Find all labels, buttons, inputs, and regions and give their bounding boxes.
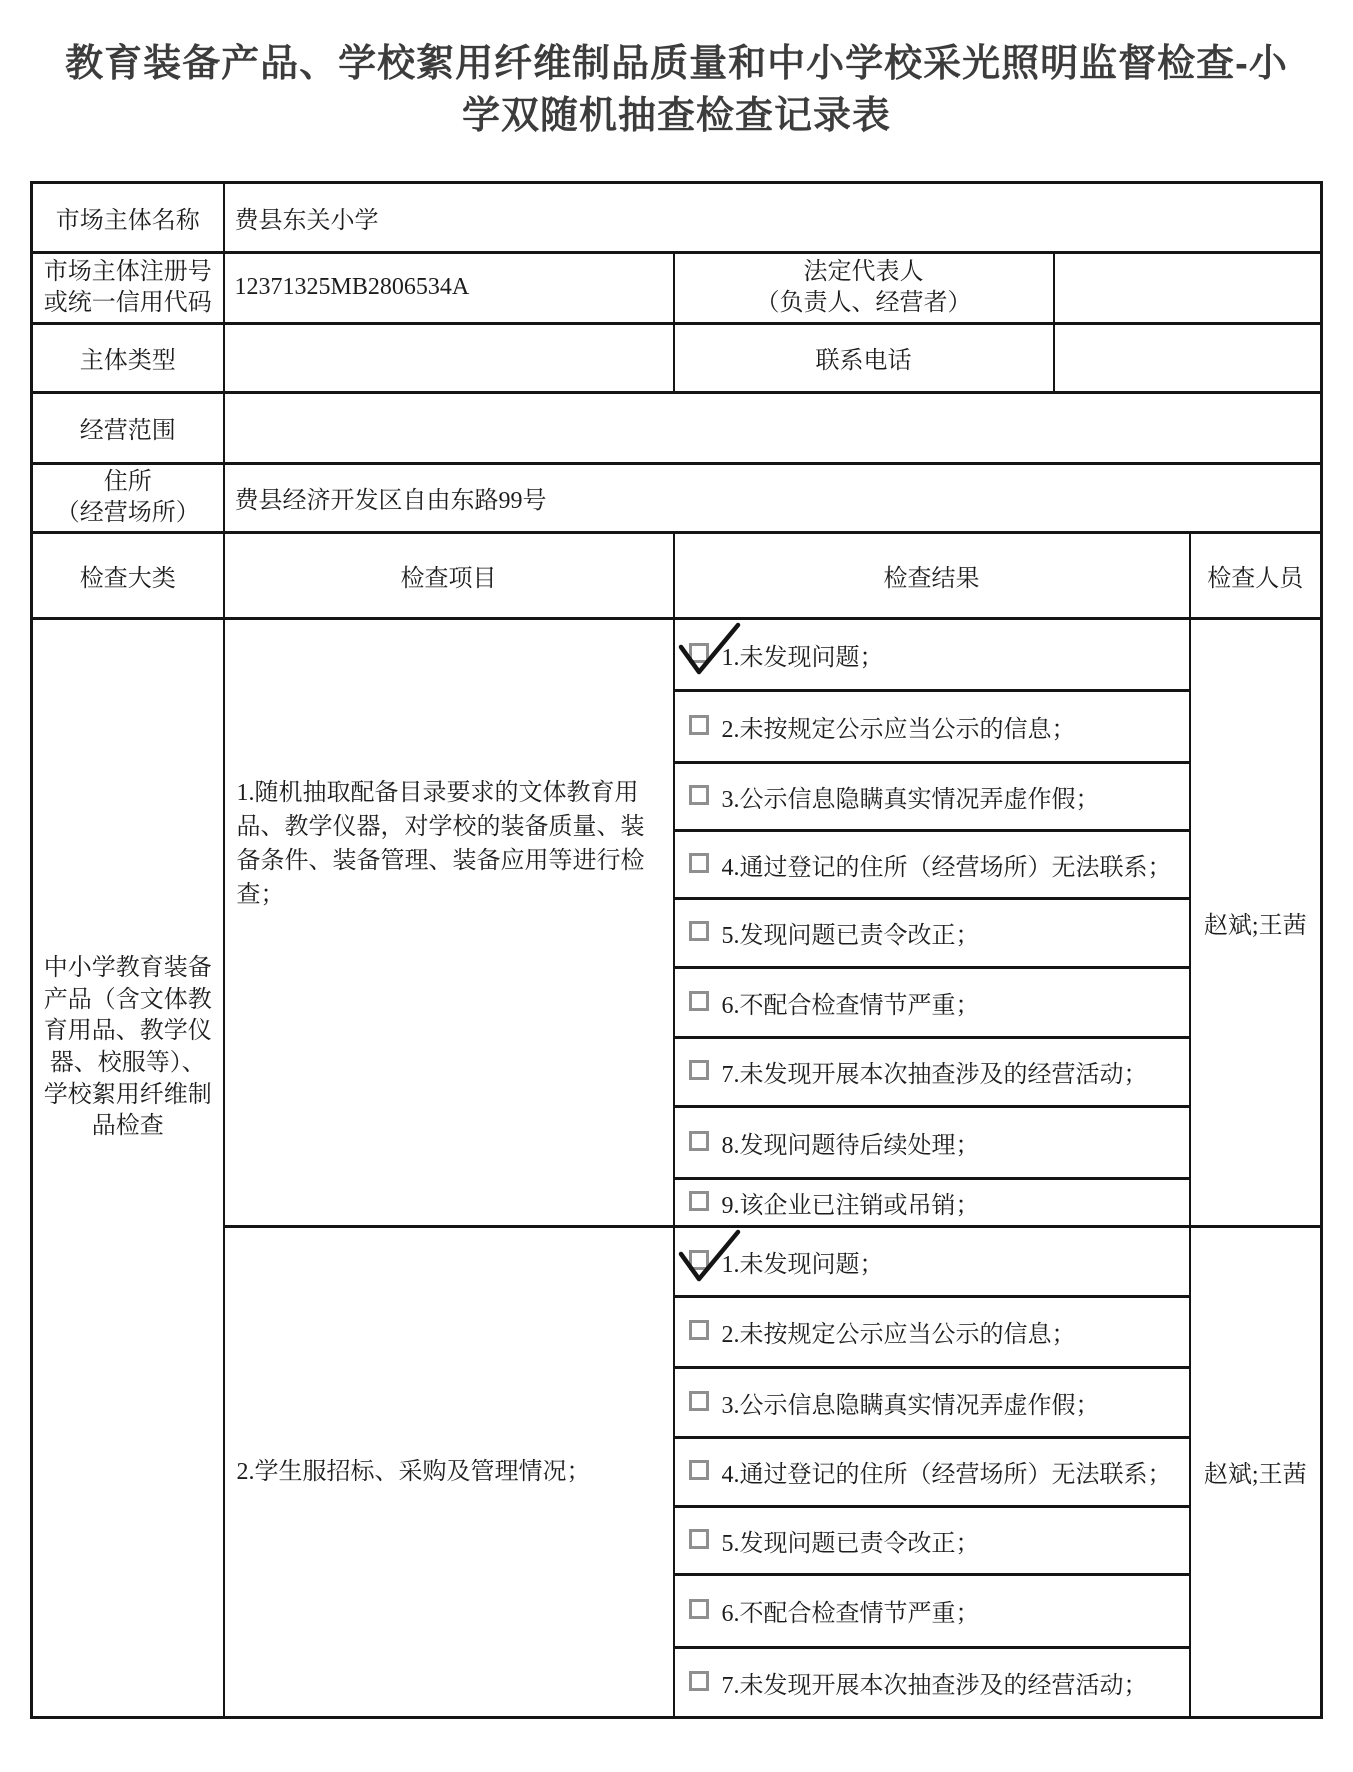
checkbox[interactable] — [689, 785, 709, 805]
inspection-form-table — [30, 181, 1323, 1719]
result-cell — [674, 1037, 1190, 1106]
header-item: 检查项目 — [224, 532, 674, 618]
business-scope-value — [224, 392, 1322, 463]
result-cell — [674, 830, 1190, 898]
checklist-header-row — [32, 532, 1322, 618]
reg-number-value: 12371325MB2806534A — [224, 252, 674, 323]
contact-phone-value — [1054, 323, 1322, 392]
entity-type-label: 主体类型 — [32, 323, 224, 392]
address-label-line2: （经营场所） — [55, 499, 200, 526]
result-cell — [674, 1178, 1190, 1226]
result-label: 7.未发现开展本次抽查涉及的经营活动； — [721, 1672, 1148, 1699]
checkbox[interactable] — [689, 1131, 709, 1151]
row-reg-number — [32, 252, 1322, 323]
result-cell — [674, 1296, 1190, 1367]
result-label: 2.未按规定公示应当公示的信息； — [721, 1322, 1076, 1349]
category-cell: 中小学教育装备产品（含文体教育用品、教学仪器、校服等）、学校絮用纤维制品检查 — [32, 618, 224, 1717]
entity-type-value — [224, 323, 674, 392]
checkbox[interactable] — [689, 1529, 709, 1549]
form-title: 教育装备产品、学校絮用纤维制品质量和中小学校采光照明监督检查-小学双随机抽查检查记录表 — [65, 43, 1288, 138]
result-row — [32, 1226, 1322, 1296]
item-cell-2: 2.学生服招标、采购及管理情况； — [224, 1226, 674, 1717]
result-label: 6.不配合检查情节严重； — [721, 992, 980, 1019]
result-label: 8.发现问题待后续处理； — [721, 1132, 980, 1159]
inspector-cell-1: 赵斌;王茜 — [1190, 618, 1322, 1226]
result-label: 3.公示信息隐瞒真实情况弄虚作假； — [721, 786, 1100, 813]
contact-phone-label: 联系电话 — [674, 323, 1054, 392]
result-cell — [674, 967, 1190, 1037]
checkbox[interactable] — [689, 715, 709, 735]
header-inspector: 检查人员 — [1190, 532, 1322, 618]
result-label: 2.未按规定公示应当公示的信息； — [721, 716, 1076, 743]
item-cell-1: 1.随机抽取配备目录要求的文体教育用品、教学仪器，对学校的装备质量、装备条件、装备管理、装备应用等进行检查； — [224, 618, 674, 1226]
header-category: 检查大类 — [32, 532, 224, 618]
reg-number-label-line2: 或统一信用代码 — [43, 289, 212, 316]
result-label: 4.通过登记的住所（经营场所）无法联系； — [721, 1462, 1172, 1489]
row-entity-type — [32, 323, 1322, 392]
result-label: 3.公示信息隐瞒真实情况弄虚作假； — [721, 1392, 1100, 1419]
checkbox[interactable] — [689, 1391, 709, 1411]
legal-rep-label-line1: 法定代表人 — [803, 259, 924, 286]
result-cell — [674, 762, 1190, 830]
row-business-scope — [32, 392, 1322, 463]
checkbox[interactable] — [689, 1060, 709, 1080]
result-cell — [674, 1367, 1190, 1437]
result-label: 5.发现问题已责令改正； — [721, 923, 980, 950]
header-result: 检查结果 — [674, 532, 1190, 618]
reg-number-label — [32, 252, 224, 323]
result-label: 9.该企业已注销或吊销； — [721, 1192, 980, 1219]
result-cell — [674, 1574, 1190, 1647]
result-cell — [674, 618, 1190, 690]
checkbox[interactable] — [689, 1460, 709, 1480]
result-cell — [674, 1226, 1190, 1296]
checkbox[interactable] — [689, 643, 709, 663]
legal-rep-value — [1054, 252, 1322, 323]
result-label: 1.未发现问题； — [721, 644, 884, 671]
result-label: 7.未发现开展本次抽查涉及的经营活动； — [721, 1062, 1148, 1089]
result-cell — [674, 1106, 1190, 1178]
result-cell — [674, 898, 1190, 967]
result-cell — [674, 690, 1190, 762]
row-address — [32, 463, 1322, 532]
market-entity-name-label: 市场主体名称 — [32, 182, 224, 252]
row-market-entity-name — [32, 182, 1322, 252]
checkbox[interactable] — [689, 1250, 709, 1270]
result-label: 4.通过登记的住所（经营场所）无法联系； — [721, 854, 1172, 881]
result-cell — [674, 1437, 1190, 1506]
address-label — [32, 463, 224, 532]
checkbox[interactable] — [689, 1599, 709, 1619]
checkbox[interactable] — [689, 991, 709, 1011]
result-cell — [674, 1647, 1190, 1717]
legal-rep-label-line2: （负责人、经营者） — [755, 289, 972, 316]
checkbox[interactable] — [689, 1191, 709, 1211]
address-label-line1: 住所 — [103, 469, 152, 496]
checkbox[interactable] — [689, 1671, 709, 1691]
legal-rep-label — [674, 252, 1054, 323]
result-label: 1.未发现问题； — [721, 1251, 884, 1278]
result-cell — [674, 1506, 1190, 1574]
result-label: 5.发现问题已责令改正； — [721, 1530, 980, 1557]
reg-number-label-line1: 市场主体注册号 — [43, 259, 212, 286]
business-scope-label: 经营范围 — [32, 392, 224, 463]
checkbox[interactable] — [689, 1320, 709, 1340]
address-value: 费县经济开发区自由东路99号 — [224, 463, 1322, 532]
checkbox[interactable] — [689, 921, 709, 941]
inspector-cell-2: 赵斌;王茜 — [1190, 1226, 1322, 1717]
market-entity-name-value: 费县东关小学 — [224, 182, 1322, 252]
checkbox[interactable] — [689, 853, 709, 873]
result-label: 6.不配合检查情节严重； — [721, 1601, 980, 1628]
result-row — [32, 618, 1322, 690]
